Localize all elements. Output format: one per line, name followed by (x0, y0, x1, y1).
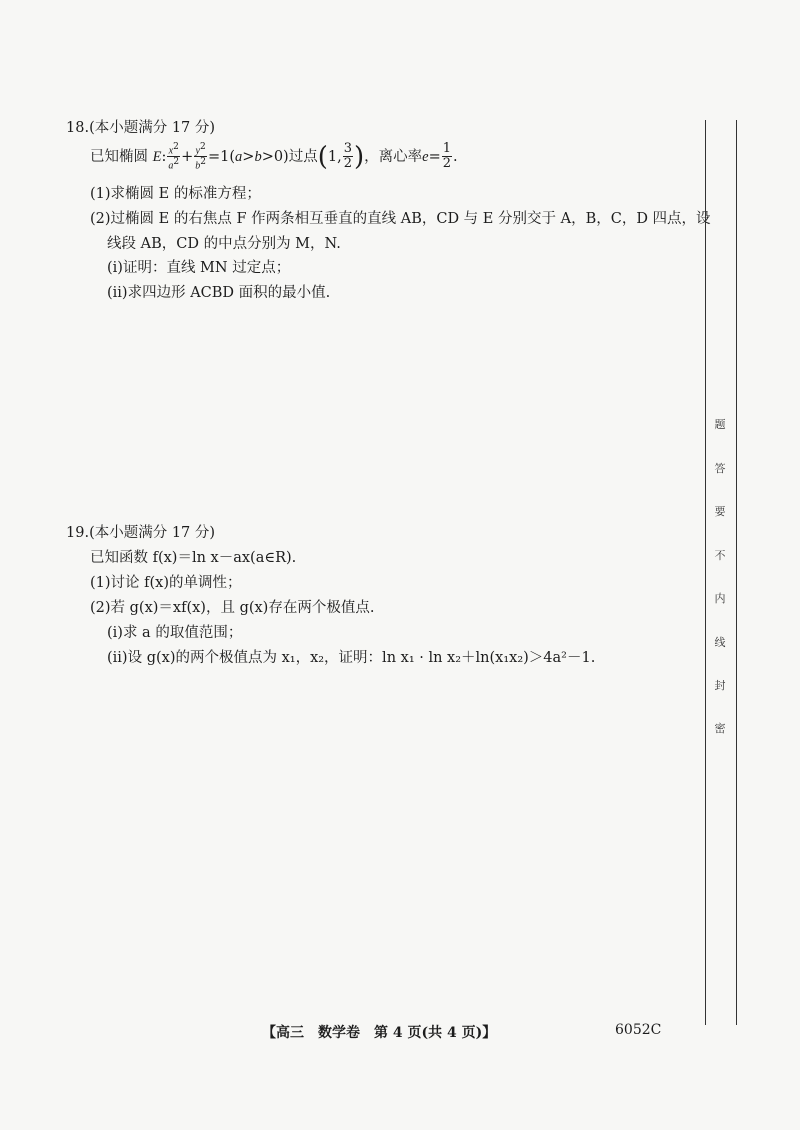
question-18-part-2: (2)过椭圆 E 的右焦点 F 作两条相互垂直的直线 AB，CD 与 E 分别交于 A，B，C，D 四点，设 (90, 211, 711, 227)
x-term: $\frac{x^2}{a^2}$ (168, 142, 180, 172)
binding-char: 封 (714, 679, 726, 692)
eccentricity-fraction: $\frac{1}{2}$ (442, 141, 452, 172)
binding-char: 内 (714, 592, 726, 605)
question-19-header (66, 521, 215, 542)
y-term: $\frac{y^2}{b^2}$ (195, 142, 206, 172)
point-y-fraction: $\frac{3}{2}$ (343, 141, 353, 172)
question-19-part-2: (2)若 g(x)＝xf(x)，且 g(x)存在两个极值点. (90, 600, 375, 616)
question-18-header (66, 116, 215, 137)
question-19-sub-i: (i)求 a 的取值范围； (107, 625, 243, 641)
binding-margin (705, 120, 737, 1025)
binding-char: 要 (714, 505, 726, 518)
stem-ecc-text: ，离心率 (364, 148, 423, 165)
stem-prefix: 已知椭圆 (90, 148, 148, 165)
question-18-part-1: (1)求椭圆 E 的标准方程； (90, 186, 261, 202)
question-18-sub-i: (i)证明：直线 MN 过定点； (107, 260, 291, 276)
binding-char: 不 (714, 549, 726, 562)
question-19-part-1: (1)讨论 f(x)的单调性； (90, 575, 242, 591)
exam-code: 6052C (615, 1022, 662, 1038)
binding-char: 线 (714, 636, 726, 649)
binding-char: 题 (714, 418, 726, 431)
question-number: 18. (66, 120, 90, 136)
question-18-part-2-cont: 线段 AB，CD 的中点分别为 M，N. (107, 236, 341, 252)
footer-title: 【高三 数学卷 第 4 页(共 4 页)】 (262, 1025, 497, 1041)
question-score: (本小题满分 17 分) (89, 120, 216, 136)
question-18-stem: 已知椭圆 E: $\frac{x^2}{a^2}$ + $\frac{y^2}{b^2}$ =1(a>b>0)过点(1, $\frac{3}{2}$ )，离心率e= $\frac{1}{2}$ . (90, 141, 458, 172)
question-19-sub-ii: (ii)设 g(x)的两个极值点为 x₁，x₂，证明：ln x₁ · ln x₂＋ln(x₁x₂)＞4a²－1. (107, 650, 596, 666)
question-18-sub-ii: (ii)求四边形 ACBD 面积的最小值. (107, 285, 331, 301)
question-19-stem: 已知函数 f(x)＝ln x－ax(a∈R). (90, 550, 297, 566)
binding-char: 密 (714, 722, 726, 735)
binding-char: 答 (714, 462, 726, 475)
stem-point-text: 过点 (288, 148, 318, 165)
question-score: (本小题满分 17 分) (89, 525, 216, 541)
question-number: 19. (66, 525, 90, 541)
